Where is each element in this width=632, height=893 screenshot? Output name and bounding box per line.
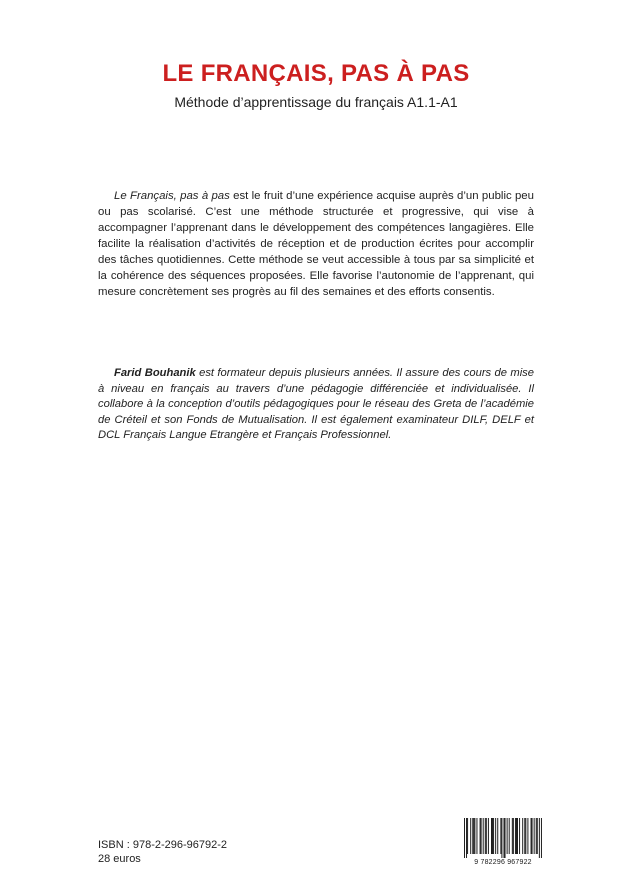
barcode-bar xyxy=(501,818,502,858)
book-subtitle: Méthode d’apprentissage du français A1.1-A1 xyxy=(174,94,458,110)
author-name: Farid Bouhanik xyxy=(114,367,196,379)
barcode-bar xyxy=(513,818,514,854)
barcode-bar xyxy=(483,818,484,854)
isbn-number: ISBN : 978-2-296-96792-2 xyxy=(98,839,228,851)
barcode-bar xyxy=(504,818,505,858)
isbn-barcode xyxy=(464,818,542,868)
barcode-bar xyxy=(473,818,474,854)
barcode-bar xyxy=(481,818,482,854)
barcode-bar xyxy=(517,818,518,854)
bio-paragraph xyxy=(98,366,534,444)
barcode-bar xyxy=(541,818,542,858)
barcode-bar xyxy=(537,818,538,854)
barcode-bar xyxy=(524,818,525,854)
barcode-bar xyxy=(488,818,489,854)
barcode-bar xyxy=(515,818,516,854)
barcode-bar xyxy=(512,818,513,854)
barcode-bar xyxy=(534,818,535,854)
barcode-bar xyxy=(464,818,465,858)
barcode-bar xyxy=(485,818,486,854)
barcode-bar xyxy=(474,818,475,854)
blurb-paragraph xyxy=(98,188,534,300)
barcode-bar xyxy=(507,818,508,854)
barcode-bar xyxy=(480,818,481,854)
barcode-bar xyxy=(497,818,498,854)
blurb-book-title: Le Français, pas à pas xyxy=(114,190,230,202)
book-title: LE FRANÇAIS, PAS À PAS xyxy=(162,60,470,87)
barcode-bar xyxy=(525,818,526,854)
barcode-icon xyxy=(464,818,542,858)
barcode-bar xyxy=(519,818,520,854)
barcode-bar xyxy=(472,818,473,854)
back-cover-blurb xyxy=(98,188,534,300)
barcode-bar xyxy=(539,818,540,858)
barcode-bar xyxy=(476,818,477,854)
price: 28 euros xyxy=(98,853,141,865)
barcode-bar xyxy=(531,818,532,854)
barcode-bar xyxy=(536,818,537,854)
barcode-bar xyxy=(467,818,468,854)
author-bio xyxy=(98,366,534,444)
barcode-bar xyxy=(522,818,523,854)
bio-text: est formateur depuis plusieurs années. Il assure des cours de mise à niveau en français au travers d’une pédagogie différenciée et individualisée. Il collabore à la conception d’outils pédagogiques pour le réseau des Greta de l’académie de Créteil et son Fonds de Mutualisation. Il est également examinateur DILF, DELF et DCL Français Langue Etrangère et Français Professionnel. xyxy=(98,367,534,442)
publication-info xyxy=(98,838,227,866)
barcode-bar xyxy=(516,818,517,854)
barcode-bar xyxy=(527,818,528,854)
barcode-bar xyxy=(495,818,496,854)
barcode-bar xyxy=(491,818,492,854)
barcode-bar xyxy=(470,818,471,854)
barcode-bar xyxy=(466,818,467,858)
barcode-bar xyxy=(505,818,506,858)
barcode-number: 9 782296 967922 xyxy=(474,859,532,866)
barcode-bar xyxy=(492,818,493,854)
barcode-bar xyxy=(500,818,501,854)
barcode-bar xyxy=(493,818,494,854)
barcode-bar xyxy=(532,818,533,854)
blurb-text: est le fruit d’une expérience acquise auprès d’un public peu ou pas scolarisé. C’est une méthode structurée et progressive, qui vise à accompagner l’apprenant dans le développement des compétences langagières. Elle facilite la réalisation d’activités de réception et de production écrites pour accomplir des tâches quotidiennes. Cette méthode se veut accessible à tous par sa simplicité et la cohérence des séquences proposées. Elle favorise l’autonomie de l’apprenant, qui mesure concrètement ses progrès au fil des semaines et des efforts consentis. xyxy=(98,190,534,298)
barcode-bar xyxy=(509,818,510,854)
barcode-bar xyxy=(486,818,487,854)
